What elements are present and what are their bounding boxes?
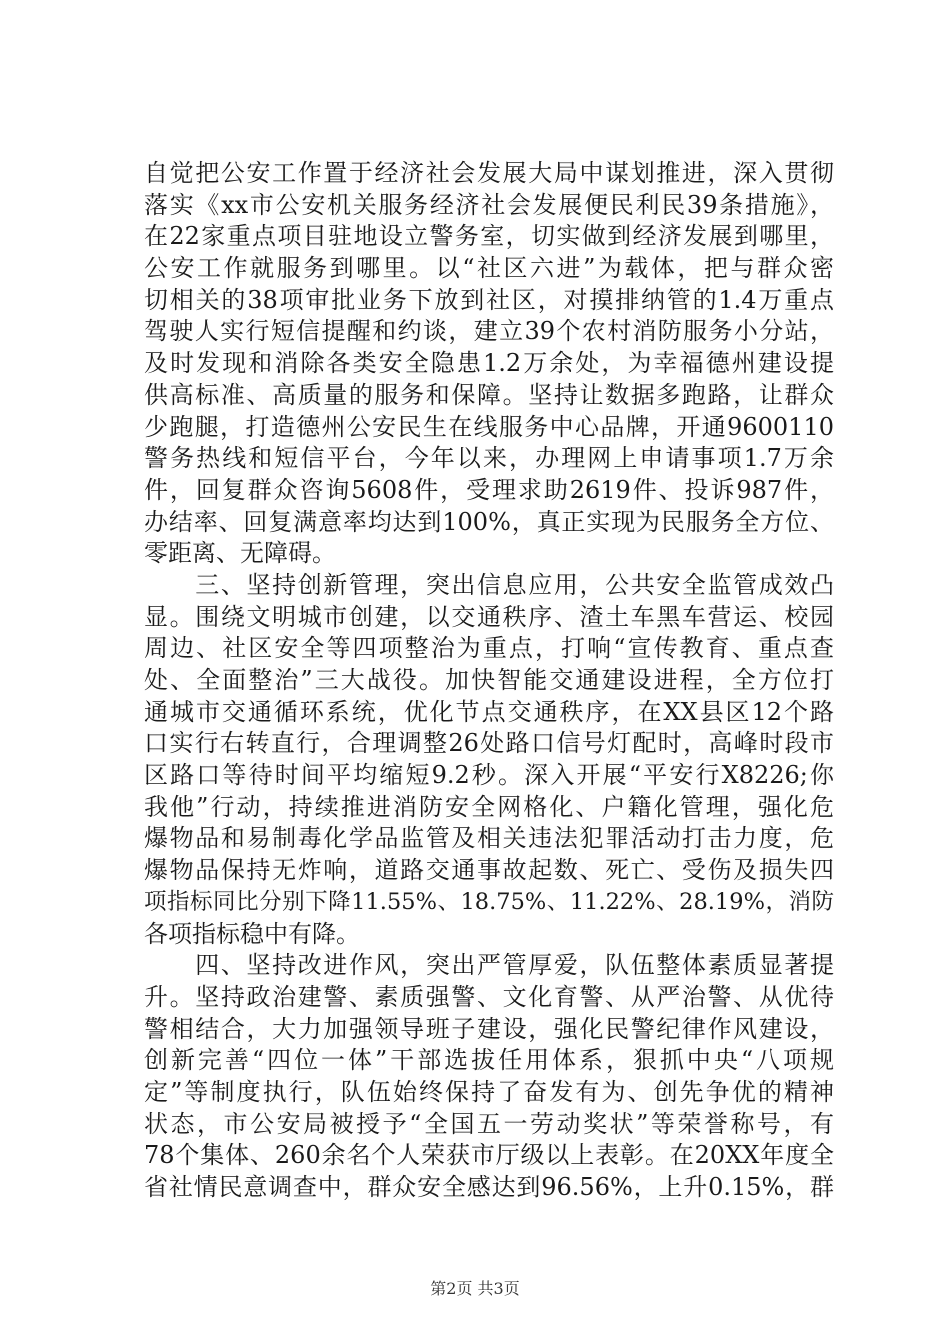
text-line: 定”等制度执行，队伍始终保持了奋发有为、创先争优的精神: [144, 1077, 834, 1106]
text-line: 落实《xx市公安机关服务经济社会发展便民利民39条措施》，: [144, 190, 834, 219]
page-footer: 第2页 共3页: [430, 1279, 520, 1298]
text-line: 办结率、回复满意率均达到100%，真正实现为民服务全方位、: [144, 507, 834, 536]
text-line: 周边、社区安全等四项整治为重点，打响“宣传教育、重点查: [144, 634, 834, 663]
text-line: 通城市交通循环系统，优化节点交通秩序，在XX县区12个路: [144, 697, 834, 726]
text-line: 警相结合，大力加强领导班子建设，强化民警纪律作风建设，: [144, 1014, 834, 1043]
text-line: 78个集体、260余名个人荣获市厅级以上表彰。在20XX年度全: [144, 1141, 834, 1170]
text-line: 各项指标稳中有降。: [144, 919, 360, 948]
text-line: 公安工作就服务到哪里。以“社区六进”为载体，把与群众密: [144, 254, 834, 283]
text-line: 我他”行动，持续推进消防安全网格化、户籍化管理，强化危: [144, 792, 834, 821]
document-body: [144, 158, 834, 1204]
text-line: 项指标同比分别下降11.55%、18.75%、11.22%、28.19%，消防: [144, 888, 834, 915]
text-line: 少跑腿，打造德州公安民生在线服务中心品牌，开通9600110: [144, 412, 834, 441]
text-line: 及时发现和消除各类安全隐患1.2万余处，为幸福德州建设提: [144, 349, 834, 378]
text-line: 自觉把公安工作置于经济社会发展大局中谋划推进，深入贯彻: [144, 159, 834, 187]
text-line: 口实行右转直行，合理调整26处路口信号灯配时，高峰时段市: [144, 729, 834, 758]
text-line: 爆物品保持无炸响，道路交通事故起数、死亡、受伤及损失四: [144, 856, 834, 885]
text-line: 驾驶人实行短信提醒和约谈，建立39个农村消防服务小分站，: [144, 317, 834, 346]
text-line: 零距离、无障碍。: [144, 539, 336, 568]
text-line: 升。坚持政治建警、素质强警、文化育警、从严治警、从优待: [144, 982, 834, 1011]
text-line: 三、坚持创新管理，突出信息应用，公共安全监管成效凸: [144, 570, 834, 599]
text-line: 显。围绕文明城市创建，以交通秩序、渣土车黑车营运、校园: [144, 602, 834, 631]
text-line: 处、全面整治”三大战役。加快智能交通建设进程，全方位打: [144, 666, 834, 694]
text-line: 供高标准、高质量的服务和保障。坚持让数据多跑路，让群众: [144, 380, 834, 409]
text-line: 切相关的38项审批业务下放到社区，对摸排纳管的1.4万重点: [144, 285, 834, 314]
text-line: 省社情民意调查中，群众安全感达到96.56%，上升0.15%，群: [144, 1173, 834, 1201]
text-line: 爆物品和易制毒化学品监管及相关违法犯罪活动打击力度，危: [144, 824, 834, 853]
text-line: 创新完善“四位一体”干部选拔任用体系，狠抓中央“八项规: [144, 1046, 834, 1075]
text-line: 状态，市公安局被授予“全国五一劳动奖状”等荣誉称号，有: [144, 1109, 834, 1138]
text-line: 四、坚持改进作风，突出严管厚爱，队伍整体素质显著提: [144, 951, 834, 980]
text-line: 在22家重点项目驻地设立警务室，切实做到经济发展到哪里，: [144, 222, 834, 251]
text-line: 件，回复群众咨询5608件，受理求助2619件、投诉987件，: [144, 475, 834, 504]
text-line: 警务热线和短信平台，今年以来，办理网上申请事项1.7万余: [144, 444, 834, 473]
text-line: 区路口等待时间平均缩短9.2秒。深入开展“平安行X8226;你: [144, 761, 834, 790]
